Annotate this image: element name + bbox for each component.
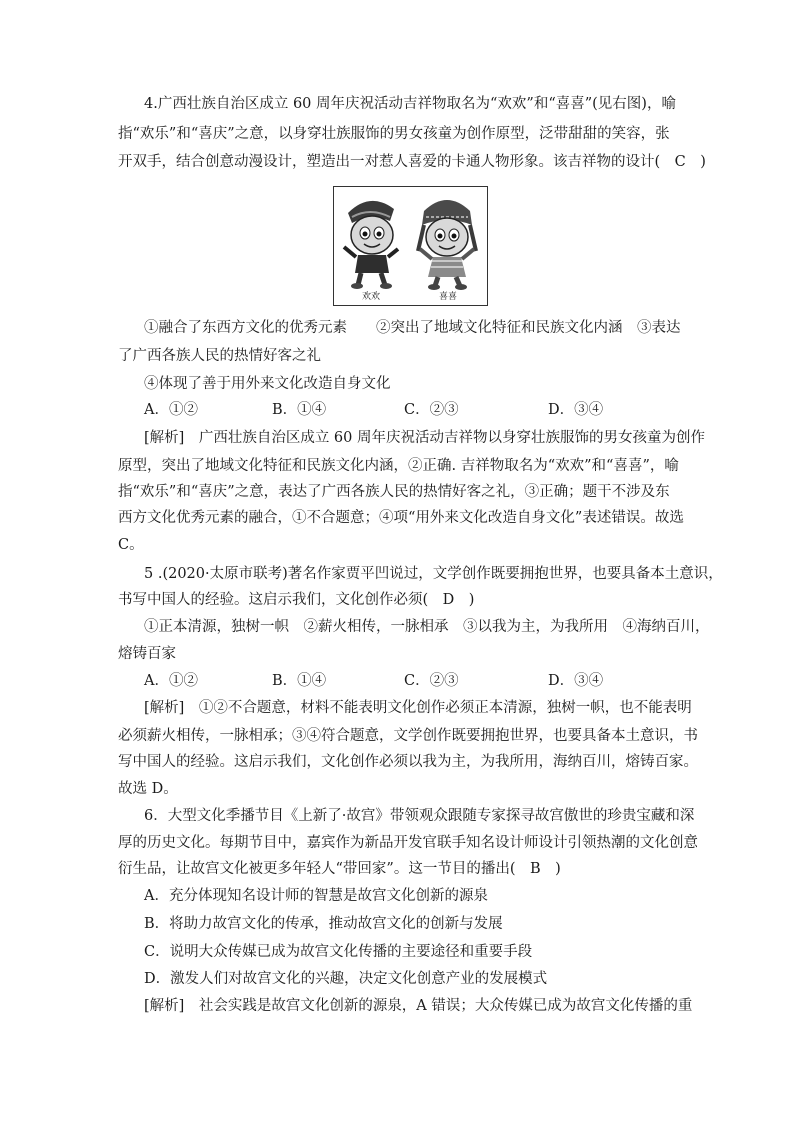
- q4-stem-line-3: 开双手，结合创意动漫设计，塑造出一对惹人喜爱的卡通人物形象。该吉祥物的设计( C ): [118, 154, 706, 170]
- q5-analysis-line-4: 故选 D。: [118, 781, 178, 797]
- q6-analysis-line-1: [解析] 社会实践是故宫文化创新的源泉，A 错误；大众传媒已成为故宫文化传播的重: [144, 998, 693, 1014]
- q5-option-d: D．③④: [548, 673, 604, 689]
- q5-option-c: C．②③: [404, 673, 459, 689]
- q4-analysis-line-4: 西方文化优秀元素的融合，①不合题意；④项“用外来文化改造自身文化”表述错误。故选: [118, 510, 684, 526]
- q5-statement-line-2: 熔铸百家: [118, 646, 176, 662]
- q4-option-a: A．①②: [144, 402, 198, 418]
- q6-stem-line-2: 厚的历史文化。每期节目中，嘉宾作为新品开发官联手知名设计师设计引领热潮的文化创意: [118, 835, 698, 851]
- q4-option-c: C．②③: [404, 402, 459, 418]
- q4-option-d: D．③④: [548, 402, 604, 418]
- caption-huanhuan: 欢欢: [362, 292, 381, 302]
- q5-analysis-line-3: 写中国人的经验。这启示我们，文化创作必须以我为主，为我所用，海纳百川，熔铸百家。: [118, 754, 698, 770]
- q4-analysis-line-3: 指“欢乐”和“喜庆”之意，表达了广西各族人民的热情好客之礼，③正确；题干不涉及东: [118, 484, 670, 500]
- q5-analysis-line-2: 必须薪火相传，一脉相承；③④符合题意，文学创作既要拥抱世界，也要具备本土意识，书: [118, 728, 698, 744]
- q6-option-a: A．充分体现知名设计师的智慧是故宫文化创新的源泉: [144, 888, 488, 904]
- q6-stem-line-3: 衍生品，让故宫文化被更多年轻人“带回家”。这一节目的播出( B ): [118, 861, 561, 877]
- q4-stem-line-1: 4.广西壮族自治区成立 60 周年庆祝活动吉祥物取名为“欢欢”和“喜喜”(见右图)，喻: [144, 96, 676, 112]
- q4-statement-line-3: ④体现了善于用外来文化改造自身文化: [144, 376, 391, 392]
- q6-stem-line-1: 6．大型文化季播节目《上新了·故宫》带领观众跟随专家探寻故宫傲世的珍贵宝藏和深: [144, 808, 695, 824]
- q4-analysis-line-2: 原型，突出了地域文化特征和民族文化内涵，②正确. 吉祥物取名为“欢欢”和“喜喜”，喻: [118, 458, 679, 474]
- q5-option-a: A．①②: [144, 673, 198, 689]
- mascot-illustration: [334, 187, 487, 305]
- q4-statement-line-2: 了广西各族人民的热情好客之礼: [118, 348, 321, 364]
- q5-stem-line-1: 5 .(2020·太原市联考)著名作家贾平凹说过，文学创作既要拥抱世界，也要具备本土意识，: [144, 566, 723, 582]
- q5-option-b: B．①④: [272, 673, 327, 689]
- q4-statement-line-1: ①融合了东西方文化的优秀元素 ②突出了地域文化特征和民族文化内涵 ③表达: [144, 320, 681, 336]
- q4-analysis-line-5: C。: [118, 537, 144, 553]
- mascot-huanhuan-image: [344, 201, 398, 289]
- q4-option-b: B．①④: [272, 402, 327, 418]
- q6-option-c: C．说明大众传媒已成为故宫文化传播的主要途径和重要手段: [144, 944, 533, 960]
- caption-xixi: 喜喜: [439, 292, 458, 302]
- q5-stem-line-2: 书写中国人的经验。这启示我们，文化创作必须( D ): [118, 592, 475, 608]
- q4-analysis-line-1: [解析] 广西壮族自治区成立 60 周年庆祝活动吉祥物以身穿壮族服饰的男女孩童为创作: [144, 430, 705, 446]
- q5-analysis-line-1: [解析] ①②不合题意，材料不能表明文化创作必须正本清源，独树一帜，也不能表明: [144, 700, 692, 716]
- q4-stem-line-2: 指“欢乐”和“喜庆”之意，以身穿壮族服饰的男女孩童为创作原型，泛带甜甜的笑容，张: [118, 126, 670, 142]
- mascot-figure: [333, 186, 488, 306]
- q6-option-d: D．激发人们对故宫文化的兴趣，决定文化创意产业的发展模式: [144, 971, 548, 987]
- mascot-xixi-image: [418, 200, 476, 290]
- q6-option-b: B．将助力故宫文化的传承，推动故宫文化的创新与发展: [144, 916, 503, 932]
- q5-statement-line-1: ①正本清源，独树一帜 ②薪火相传，一脉相承 ③以我为主，为我所用 ④海纳百川，: [144, 619, 710, 635]
